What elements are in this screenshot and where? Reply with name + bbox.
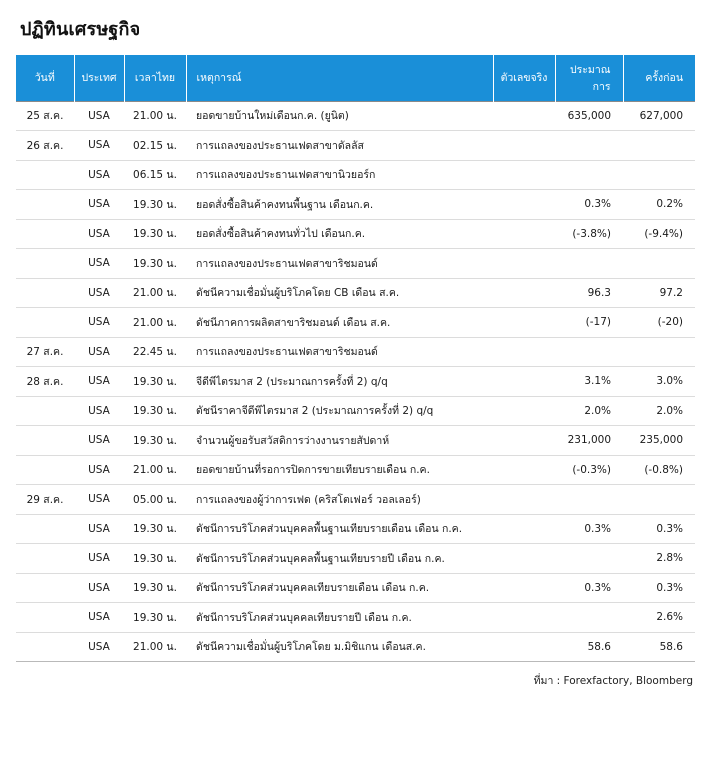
table-row bbox=[16, 367, 695, 397]
cell-date bbox=[16, 632, 74, 662]
table-row bbox=[16, 485, 695, 515]
cell-previous: 97.2 bbox=[623, 278, 695, 308]
cell-event: ดัชนีการบริโภคส่วนบุคคลพื้นฐานเทียบรายปี เดือน ก.ค. bbox=[186, 544, 493, 574]
cell-event: การแถลงของประธานเฟดสาขาริชมอนด์ bbox=[186, 249, 493, 279]
cell-time: 21.00 น. bbox=[124, 632, 186, 662]
cell-event: ดัชนีการบริโภคส่วนบุคคลพื้นฐานเทียบรายเดือน เดือน ก.ค. bbox=[186, 514, 493, 544]
table-body bbox=[16, 101, 695, 662]
cell-date bbox=[16, 603, 74, 633]
cell-forecast: 0.3% bbox=[555, 514, 623, 544]
cell-time: 19.30 น. bbox=[124, 573, 186, 603]
table-row bbox=[16, 308, 695, 338]
cell-date bbox=[16, 219, 74, 249]
cell-previous: 0.3% bbox=[623, 573, 695, 603]
cell-time: 19.30 น. bbox=[124, 367, 186, 397]
cell-forecast: (-3.8%) bbox=[555, 219, 623, 249]
cell-date bbox=[16, 160, 74, 190]
table-row bbox=[16, 101, 695, 131]
cell-time: 06.15 น. bbox=[124, 160, 186, 190]
cell-actual bbox=[493, 485, 555, 515]
cell-previous: 58.6 bbox=[623, 632, 695, 662]
cell-previous: (-9.4%) bbox=[623, 219, 695, 249]
cell-date bbox=[16, 308, 74, 338]
cell-previous: 235,000 bbox=[623, 426, 695, 456]
cell-country: USA bbox=[74, 573, 124, 603]
cell-actual bbox=[493, 573, 555, 603]
table-header bbox=[16, 55, 695, 101]
cell-event: ดัชนีการบริโภคส่วนบุคคลเทียบรายเดือน เดือน ก.ค. bbox=[186, 573, 493, 603]
cell-previous bbox=[623, 485, 695, 515]
cell-actual bbox=[493, 249, 555, 279]
cell-country: USA bbox=[74, 278, 124, 308]
cell-previous: 2.0% bbox=[623, 396, 695, 426]
table-row bbox=[16, 396, 695, 426]
cell-previous: 627,000 bbox=[623, 101, 695, 131]
cell-event: การแถลงของผู้ว่าการเฟด (คริสโตเฟอร์ วอลเลอร์) bbox=[186, 485, 493, 515]
table-row bbox=[16, 278, 695, 308]
table-row bbox=[16, 131, 695, 161]
economic-calendar-table bbox=[16, 55, 695, 662]
cell-country: USA bbox=[74, 455, 124, 485]
table-row bbox=[16, 249, 695, 279]
cell-actual bbox=[493, 455, 555, 485]
cell-date: 29 ส.ค. bbox=[16, 485, 74, 515]
cell-actual bbox=[493, 219, 555, 249]
column-header-previous: ครั้งก่อน bbox=[623, 55, 695, 101]
cell-previous: 0.3% bbox=[623, 514, 695, 544]
column-header-forecast: ประมาณการ bbox=[555, 55, 623, 101]
cell-event: การแถลงของประธานเฟดสาขาริชมอนด์ bbox=[186, 337, 493, 367]
cell-time: 19.30 น. bbox=[124, 544, 186, 574]
cell-previous: 3.0% bbox=[623, 367, 695, 397]
cell-event: ยอดสั่งซื้อสินค้าคงทนทั่วไป เดือนก.ค. bbox=[186, 219, 493, 249]
cell-forecast: 58.6 bbox=[555, 632, 623, 662]
cell-event: ดัชนีความเชื่อมั่นผู้บริโภคโดย ม.มิชิแกน เดือนส.ค. bbox=[186, 632, 493, 662]
cell-country: USA bbox=[74, 426, 124, 456]
cell-time: 22.45 น. bbox=[124, 337, 186, 367]
cell-date bbox=[16, 573, 74, 603]
cell-actual bbox=[493, 101, 555, 131]
cell-actual bbox=[493, 514, 555, 544]
cell-previous bbox=[623, 249, 695, 279]
cell-time: 19.30 น. bbox=[124, 396, 186, 426]
table-row bbox=[16, 455, 695, 485]
cell-actual bbox=[493, 337, 555, 367]
cell-forecast: 231,000 bbox=[555, 426, 623, 456]
cell-time: 21.00 น. bbox=[124, 308, 186, 338]
cell-date bbox=[16, 278, 74, 308]
cell-country: USA bbox=[74, 160, 124, 190]
cell-actual bbox=[493, 308, 555, 338]
cell-country: USA bbox=[74, 514, 124, 544]
table-row bbox=[16, 219, 695, 249]
cell-forecast bbox=[555, 160, 623, 190]
cell-actual bbox=[493, 367, 555, 397]
cell-forecast: 2.0% bbox=[555, 396, 623, 426]
cell-country: USA bbox=[74, 131, 124, 161]
cell-date: 26 ส.ค. bbox=[16, 131, 74, 161]
cell-previous: (-0.8%) bbox=[623, 455, 695, 485]
cell-country: USA bbox=[74, 544, 124, 574]
cell-forecast: 0.3% bbox=[555, 573, 623, 603]
cell-actual bbox=[493, 278, 555, 308]
cell-time: 19.30 น. bbox=[124, 219, 186, 249]
cell-date: 25 ส.ค. bbox=[16, 101, 74, 131]
table-header-row bbox=[16, 55, 695, 101]
cell-forecast: 3.1% bbox=[555, 367, 623, 397]
table-row bbox=[16, 514, 695, 544]
cell-event: จีดีพีไตรมาส 2 (ประมาณการครั้งที่ 2) q/q bbox=[186, 367, 493, 397]
cell-forecast bbox=[555, 131, 623, 161]
cell-forecast bbox=[555, 249, 623, 279]
cell-country: USA bbox=[74, 367, 124, 397]
cell-time: 05.00 น. bbox=[124, 485, 186, 515]
cell-date bbox=[16, 249, 74, 279]
cell-event: การแถลงของประธานเฟดสาขานิวยอร์ก bbox=[186, 160, 493, 190]
cell-forecast bbox=[555, 337, 623, 367]
cell-previous: 2.8% bbox=[623, 544, 695, 574]
cell-forecast: 0.3% bbox=[555, 190, 623, 220]
cell-country: USA bbox=[74, 603, 124, 633]
table-row bbox=[16, 544, 695, 574]
cell-time: 19.30 น. bbox=[124, 426, 186, 456]
cell-country: USA bbox=[74, 396, 124, 426]
cell-event: ดัชนีการบริโภคส่วนบุคคลเทียบรายปี เดือน ก.ค. bbox=[186, 603, 493, 633]
cell-previous: (-20) bbox=[623, 308, 695, 338]
cell-forecast bbox=[555, 544, 623, 574]
cell-forecast: (-17) bbox=[555, 308, 623, 338]
cell-country: USA bbox=[74, 308, 124, 338]
table-row bbox=[16, 426, 695, 456]
cell-time: 02.15 น. bbox=[124, 131, 186, 161]
cell-event: ดัชนีราคาจีดีพีไตรมาส 2 (ประมาณการครั้งที่ 2) q/q bbox=[186, 396, 493, 426]
cell-actual bbox=[493, 544, 555, 574]
cell-actual bbox=[493, 396, 555, 426]
cell-country: USA bbox=[74, 337, 124, 367]
cell-country: USA bbox=[74, 632, 124, 662]
cell-event: ดัชนีความเชื่อมั่นผู้บริโภคโดย CB เดือน ส.ค. bbox=[186, 278, 493, 308]
cell-previous bbox=[623, 131, 695, 161]
cell-forecast bbox=[555, 603, 623, 633]
cell-time: 19.30 น. bbox=[124, 190, 186, 220]
table-row bbox=[16, 337, 695, 367]
cell-actual bbox=[493, 160, 555, 190]
cell-event: จำนวนผู้ขอรับสวัสดิการว่างงานรายสัปดาห์ bbox=[186, 426, 493, 456]
column-header-actual: ตัวเลขจริง bbox=[493, 55, 555, 101]
cell-previous bbox=[623, 337, 695, 367]
cell-forecast: 96.3 bbox=[555, 278, 623, 308]
cell-actual bbox=[493, 131, 555, 161]
cell-forecast: (-0.3%) bbox=[555, 455, 623, 485]
cell-previous bbox=[623, 160, 695, 190]
cell-event: ยอดขายบ้านใหม่เดือนก.ค. (ยูนิต) bbox=[186, 101, 493, 131]
cell-forecast bbox=[555, 485, 623, 515]
cell-time: 19.30 น. bbox=[124, 603, 186, 633]
cell-country: USA bbox=[74, 219, 124, 249]
column-header-date: วันที่ bbox=[16, 55, 74, 101]
cell-date: 27 ส.ค. bbox=[16, 337, 74, 367]
cell-time: 19.30 น. bbox=[124, 514, 186, 544]
source-note: ที่มา : Forexfactory, Bloomberg bbox=[533, 675, 693, 687]
cell-date bbox=[16, 396, 74, 426]
table-row bbox=[16, 160, 695, 190]
column-header-time: เวลาไทย bbox=[124, 55, 186, 101]
cell-event: การแถลงของประธานเฟดสาขาดัลลัส bbox=[186, 131, 493, 161]
cell-date bbox=[16, 514, 74, 544]
cell-actual bbox=[493, 190, 555, 220]
cell-country: USA bbox=[74, 101, 124, 131]
cell-date: 28 ส.ค. bbox=[16, 367, 74, 397]
cell-forecast: 635,000 bbox=[555, 101, 623, 131]
cell-time: 21.00 น. bbox=[124, 101, 186, 131]
page-title: ปฏิทินเศรษฐกิจ bbox=[20, 19, 141, 40]
cell-time: 19.30 น. bbox=[124, 249, 186, 279]
cell-actual bbox=[493, 632, 555, 662]
cell-date bbox=[16, 544, 74, 574]
cell-date bbox=[16, 455, 74, 485]
cell-event: ยอดสั่งซื้อสินค้าคงทนพื้นฐาน เดือนก.ค. bbox=[186, 190, 493, 220]
cell-time: 21.00 น. bbox=[124, 455, 186, 485]
column-header-event: เหตุการณ์ bbox=[186, 55, 493, 101]
cell-country: USA bbox=[74, 190, 124, 220]
table-row bbox=[16, 603, 695, 633]
cell-event: ดัชนีภาคการผลิตสาขาริชมอนด์ เดือน ส.ค. bbox=[186, 308, 493, 338]
cell-previous: 2.6% bbox=[623, 603, 695, 633]
table-row bbox=[16, 573, 695, 603]
cell-event: ยอดขายบ้านที่รอการปิดการขายเทียบรายเดือน ก.ค. bbox=[186, 455, 493, 485]
table-row bbox=[16, 190, 695, 220]
cell-actual bbox=[493, 603, 555, 633]
column-header-country: ประเทศ bbox=[74, 55, 124, 101]
cell-date bbox=[16, 190, 74, 220]
cell-date bbox=[16, 426, 74, 456]
cell-country: USA bbox=[74, 485, 124, 515]
table-row bbox=[16, 632, 695, 662]
cell-country: USA bbox=[74, 249, 124, 279]
cell-time: 21.00 น. bbox=[124, 278, 186, 308]
cell-actual bbox=[493, 426, 555, 456]
cell-previous: 0.2% bbox=[623, 190, 695, 220]
